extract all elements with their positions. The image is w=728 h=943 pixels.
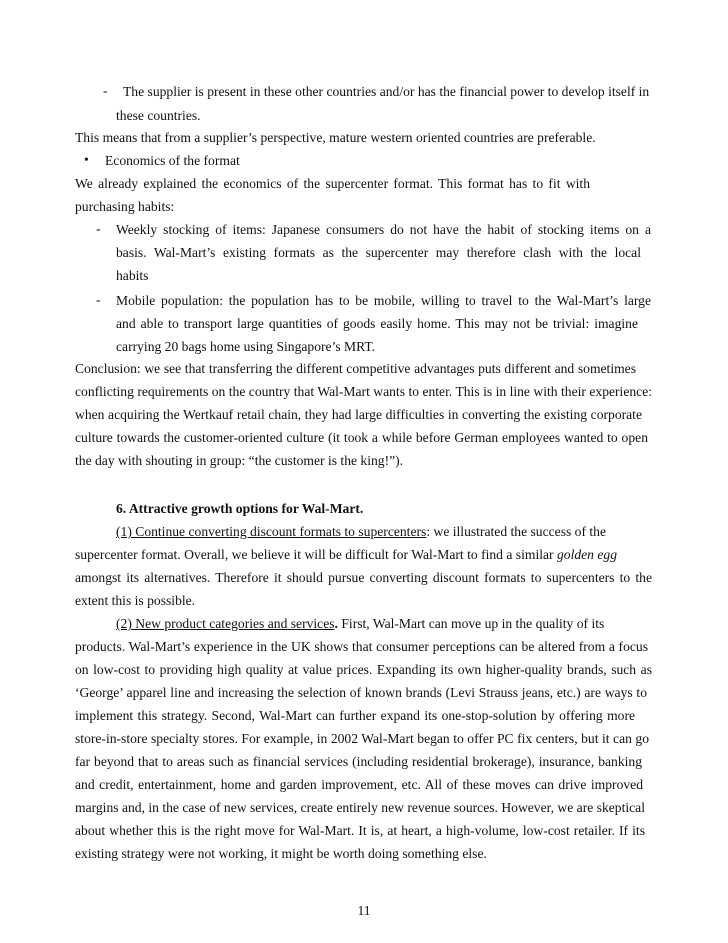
- paragraph-line: existing strategy were not working, it might be worth doing something else.: [75, 846, 487, 861]
- paragraph-line: This means that from a supplier’s perspective, mature western oriented countries are preferable.: [75, 130, 596, 145]
- italic-phrase: golden egg: [556, 547, 617, 562]
- list-item-text: Mobile population: the population has to be mobile, willing to travel to the Wal-Mart’s large: [116, 293, 651, 308]
- paragraph-line: conflicting requirements on the country that Wal-Mart wants to enter. This is in line with their experience:: [75, 384, 652, 399]
- option-2-first-line: [116, 616, 604, 632]
- option-1-first-line: [116, 524, 606, 540]
- option-1-title: (1) Continue converting discount formats to supercenters: [116, 524, 427, 539]
- bullet-marker: •: [84, 152, 89, 167]
- page-number: 11: [357, 903, 371, 918]
- paragraph-line: on low-cost to providing high quality at value prices. Expanding its own higher-quality brands, such as: [75, 662, 652, 677]
- paragraph-line: about whether this is the right move for Wal-Mart. It is, at heart, a high-volume, low-cost retailer. If its: [75, 823, 645, 838]
- list-item-text: these countries.: [116, 108, 201, 123]
- paragraph-line: the day with shouting in group: “the customer is the king!”).: [75, 453, 404, 468]
- list-item-text: and able to transport large quantities of goods easily home. This may not be trivial: imagine: [116, 316, 638, 331]
- list-dash-marker: -: [96, 292, 101, 307]
- option-2-title-punct: .: [334, 616, 338, 631]
- paragraph-line: ‘George’ apparel line and increasing the selection of known brands (Levi Strauss jeans, etc.) are ways to: [75, 685, 647, 700]
- list-item-text: Weekly stocking of items: Japanese consumers do not have the habit of stocking items on a: [116, 222, 651, 237]
- paragraph-line: amongst its alternatives. Therefore it should pursue converting discount formats to supercenters to the: [75, 570, 652, 585]
- paragraph-line: margins and, in the case of new services, create entirely new revenue sources. However, we are skeptical: [75, 800, 645, 815]
- option-1-text: : we illustrated the success of the: [426, 524, 607, 539]
- paragraph-line: extent this is possible.: [75, 593, 196, 608]
- paragraph-line: We already explained the economics of the supercenter format. This format has to fit with: [75, 176, 590, 191]
- list-item-text: The supplier is present in these other countries and/or has the financial power to develop itself in: [123, 84, 650, 99]
- list-item-text: habits: [116, 268, 149, 283]
- list-dash-marker: -: [103, 83, 108, 98]
- paragraph-line: and credit, entertainment, home and garden improvement, etc. All of these moves can drive improved: [75, 777, 643, 792]
- option-2-title: (2) New product categories and services: [116, 616, 335, 631]
- paragraph-line: [75, 547, 617, 563]
- list-item-text: basis. Wal-Mart’s existing formats as the supercenter may therefore clash with the local: [116, 245, 641, 260]
- paragraph-text: supercenter format. Overall, we believe it will be difficult for Wal-Mart to find a similar: [75, 547, 554, 562]
- bullet-label: Economics of the format: [105, 153, 240, 168]
- list-item-text: carrying 20 bags home using Singapore’s MRT.: [116, 339, 376, 354]
- paragraph-line: Conclusion: we see that transferring the different competitive advantages puts different and sometimes: [75, 361, 636, 376]
- paragraph-line: products. Wal-Mart’s experience in the UK shows that consumer perceptions can be altered from a focus: [75, 639, 648, 654]
- section-heading: 6. Attractive growth options for Wal-Mart.: [116, 501, 364, 516]
- paragraph-line: when acquiring the Wertkauf retail chain, they had large difficulties in converting the existing corporate: [75, 407, 642, 422]
- paragraph-line: implement this strategy. Second, Wal-Mart can further expand its one-stop-solution by offering more: [75, 708, 635, 723]
- paragraph-line: store-in-store specialty stores. For example, in 2002 Wal-Mart began to offer PC fix centers, but it can go: [75, 731, 649, 746]
- option-2-text: First, Wal-Mart can move up in the quality of its: [337, 616, 605, 631]
- paragraph-line: purchasing habits:: [75, 199, 175, 214]
- list-dash-marker: -: [96, 221, 101, 236]
- paragraph-line: far beyond that to areas such as financial services (including residential brokerage), insurance, banking: [75, 754, 642, 769]
- paragraph-line: culture towards the customer-oriented culture (it took a while before German employees wanted to open: [75, 430, 648, 445]
